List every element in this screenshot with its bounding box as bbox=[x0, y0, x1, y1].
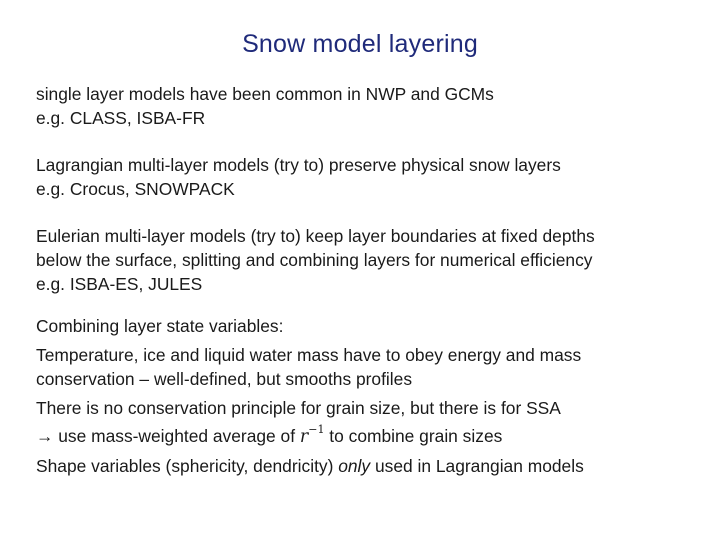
combining-heading: Combining layer state variables: bbox=[36, 316, 284, 336]
shape-line-start: Shape variables (sphericity, dendricity) bbox=[36, 455, 339, 476]
eulerian-paragraph bbox=[36, 224, 706, 296]
temperature-line-2: conservation – well-defined, but smooths profiles bbox=[36, 369, 413, 389]
shape-paragraph bbox=[36, 454, 706, 478]
grain-size-line-2-end: to combine grain sizes bbox=[324, 425, 503, 446]
temperature-line-1: Temperature, ice and liquid water mass have to obey energy and mass bbox=[36, 345, 582, 365]
temperature-paragraph bbox=[36, 343, 706, 391]
single-layer-paragraph bbox=[36, 82, 706, 130]
grain-radius-symbol: r bbox=[299, 426, 309, 447]
slide-body bbox=[36, 82, 706, 478]
grain-size-line-2-start: → use mass-weighted average of bbox=[36, 425, 300, 446]
eulerian-line-2: below the surface, splitting and combining layers for numerical efficiency bbox=[36, 250, 593, 270]
lagrangian-line-1: Lagrangian multi-layer models (try to) preserve physical snow layers bbox=[36, 155, 561, 175]
lagrangian-paragraph bbox=[36, 153, 706, 201]
grain-size-line-2 bbox=[36, 420, 706, 449]
grain-radius-exponent: −1 bbox=[308, 423, 325, 436]
shape-emphasis: only bbox=[338, 455, 371, 476]
single-layer-line-1: single layer models have been common in NWP and GCMs bbox=[36, 84, 494, 104]
eulerian-line-1: Eulerian multi-layer models (try to) keep layer boundaries at fixed depths bbox=[36, 226, 595, 246]
shape-line bbox=[36, 454, 706, 478]
grain-size-line-1: There is no conservation principle for grain size, but there is for SSA bbox=[36, 398, 561, 418]
lagrangian-examples: e.g. Crocus, SNOWPACK bbox=[36, 179, 235, 199]
grain-size-paragraph bbox=[36, 396, 706, 449]
grain-radius-formula bbox=[299, 423, 325, 447]
single-layer-examples: e.g. CLASS, ISBA-FR bbox=[36, 108, 206, 128]
combining-heading-paragraph bbox=[36, 314, 706, 338]
slide-title: Snow model layering bbox=[242, 30, 478, 58]
eulerian-examples: e.g. ISBA-ES, JULES bbox=[36, 274, 203, 294]
shape-line-end: used in Lagrangian models bbox=[370, 455, 584, 476]
